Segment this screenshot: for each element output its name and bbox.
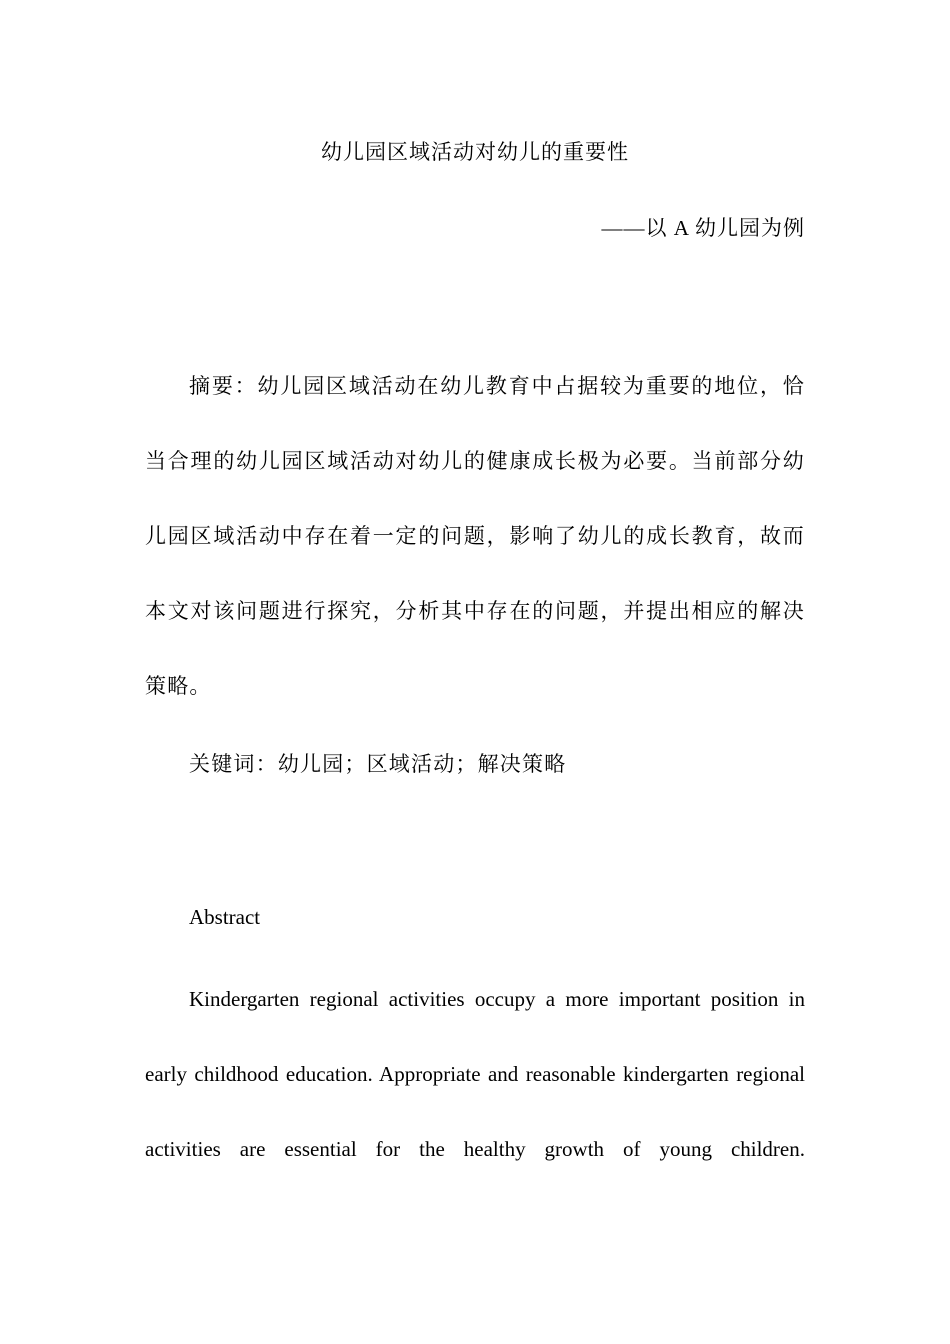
keywords-text: 幼儿园；区域活动；解决策略 [277,752,567,776]
abstract-zh-paragraph [145,349,805,724]
abstract-en-heading: Abstract [189,905,261,929]
keywords-label: 关键词： [189,752,278,776]
abstract-en-paragraph: Kindergarten regional activities occupy a more important position in early childhood education. Appropriate and reasonable kindergarten regional activities are essential for the healthy growth of young children. [145,987,805,1161]
keywords-paragraph [145,727,805,802]
abstract-zh-label: 摘要： [189,374,258,398]
document-subtitle: ——以 A 幼儿园为例 [601,216,805,240]
document-title: 幼儿园区域活动对幼儿的重要性 [321,140,629,164]
abstract-zh-text: 幼儿园区域活动在幼儿教育中占据较为重要的地位，恰当合理的幼儿园区域活动对幼儿的健康成长极为必要。当前部分幼儿园区域活动中存在着一定的问题，影响了幼儿的成长教育，故而本文对该问题进行探究，分析其中存在的问题，并提出相应的解决策略。 [145,374,805,698]
